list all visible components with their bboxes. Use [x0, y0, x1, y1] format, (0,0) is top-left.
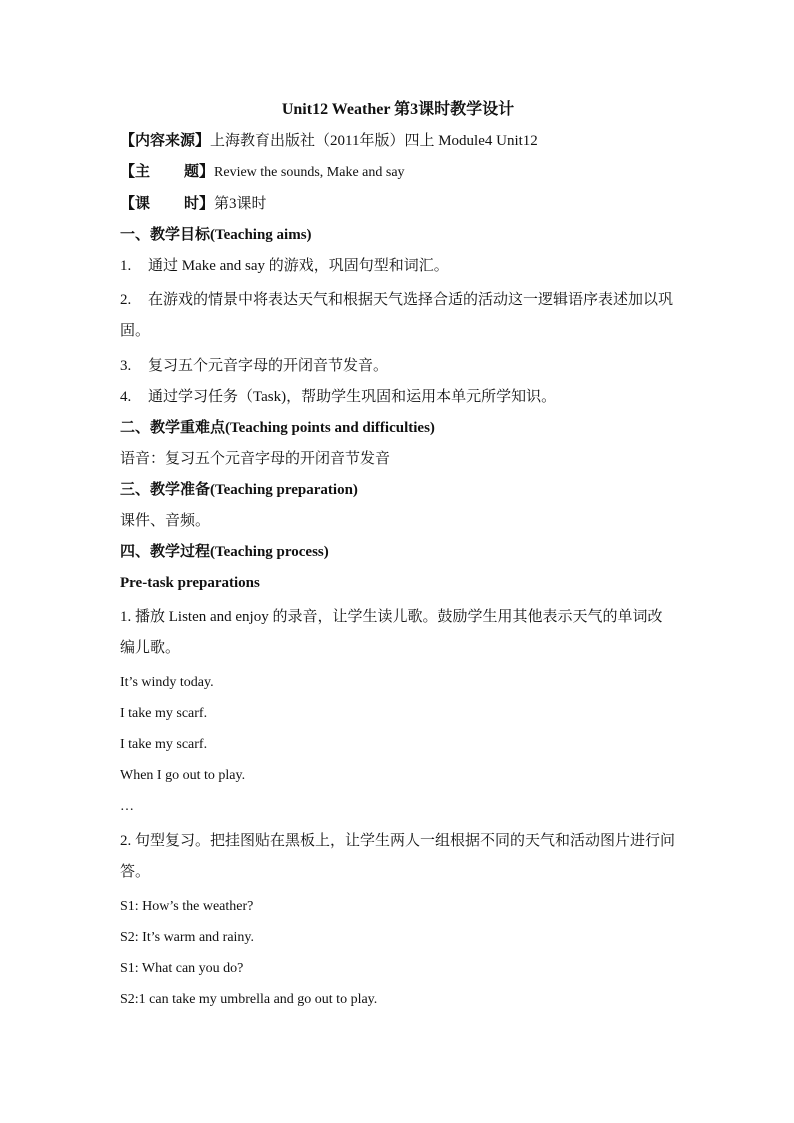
page-title: Unit12 Weather 第3课时教学设计: [281, 101, 515, 118]
meta-topic: [120, 160, 676, 185]
meta-period-value: 第3课时: [214, 196, 267, 212]
chant-line: It’s windy today.: [120, 675, 214, 690]
goal-number: 4.: [120, 389, 132, 405]
step-2-text: 2. 句型复习。把挂图贴在黑板上，让学生两人一组根据不同的天气和活动图片进行问答。: [120, 833, 676, 880]
goal-number: 3.: [120, 358, 132, 374]
chant-line: When I go out to play.: [120, 768, 246, 783]
meta-source-value: 上海教育出版社（2011年版）四上 Module4 Unit12: [210, 133, 538, 149]
section-heading-goals: 一、教学目标(Teaching aims): [120, 227, 312, 243]
goal-text: 在游戏的情景中将表达天气和根据天气选择合适的活动这一逻辑语序表述加以巩固。: [120, 292, 674, 339]
goal-text: 通过 Make and say 的游戏，巩固句型和词汇。: [148, 258, 449, 274]
goal-item: [120, 354, 676, 378]
key-points-text: 语音：复习五个元音字母的开闭音节发音: [120, 451, 391, 467]
goal-item: [120, 254, 676, 278]
preparation-text: 课件、音频。: [120, 513, 211, 529]
meta-source: [120, 129, 676, 153]
dialogue-line: S2: It’s warm and rainy.: [120, 930, 255, 945]
step-1-text: 1. 播放 Listen and enjoy 的录音，让学生读儿歌。鼓励学生用其他表示天气的单词改编儿歌。: [120, 609, 663, 656]
section-heading-preparation: 三、教学准备(Teaching preparation): [120, 482, 358, 498]
meta-period-key-a: 【课: [120, 196, 151, 212]
meta-topic-key-a: 【主: [120, 164, 151, 180]
chant-line: I take my scarf.: [120, 737, 208, 752]
meta-source-key: 【内容来源】: [120, 133, 211, 149]
dialogue-line: S1: What can you do?: [120, 961, 244, 976]
section-heading-process: 四、教学过程(Teaching process): [120, 544, 329, 560]
section-heading-key-points: 二、教学重难点(Teaching points and difficulties): [120, 420, 435, 436]
dialogue-line: S2:1 can take my umbrella and go out to play.: [120, 992, 378, 1007]
meta-topic-value: Review the sounds, Make and say: [214, 165, 405, 180]
goal-item: [120, 285, 676, 347]
goal-number: 2.: [120, 292, 132, 308]
chant-line: I take my scarf.: [120, 706, 208, 721]
goal-item: [120, 385, 676, 409]
meta-topic-key-b: 题】: [184, 164, 215, 180]
goal-text: 复习五个元音字母的开闭音节发音。: [148, 358, 389, 374]
subheading-pretask: Pre-task preparations: [120, 575, 260, 591]
dialogue-line: S1: How’s the weather?: [120, 899, 254, 914]
goal-text: 通过学习任务（Task)，帮助学生巩固和运用本单元所学知识。: [148, 389, 557, 405]
meta-period: [120, 192, 676, 216]
meta-period-key-b: 时】: [184, 196, 215, 212]
goal-number: 1.: [120, 258, 132, 274]
chant-ellipsis: …: [120, 799, 134, 814]
